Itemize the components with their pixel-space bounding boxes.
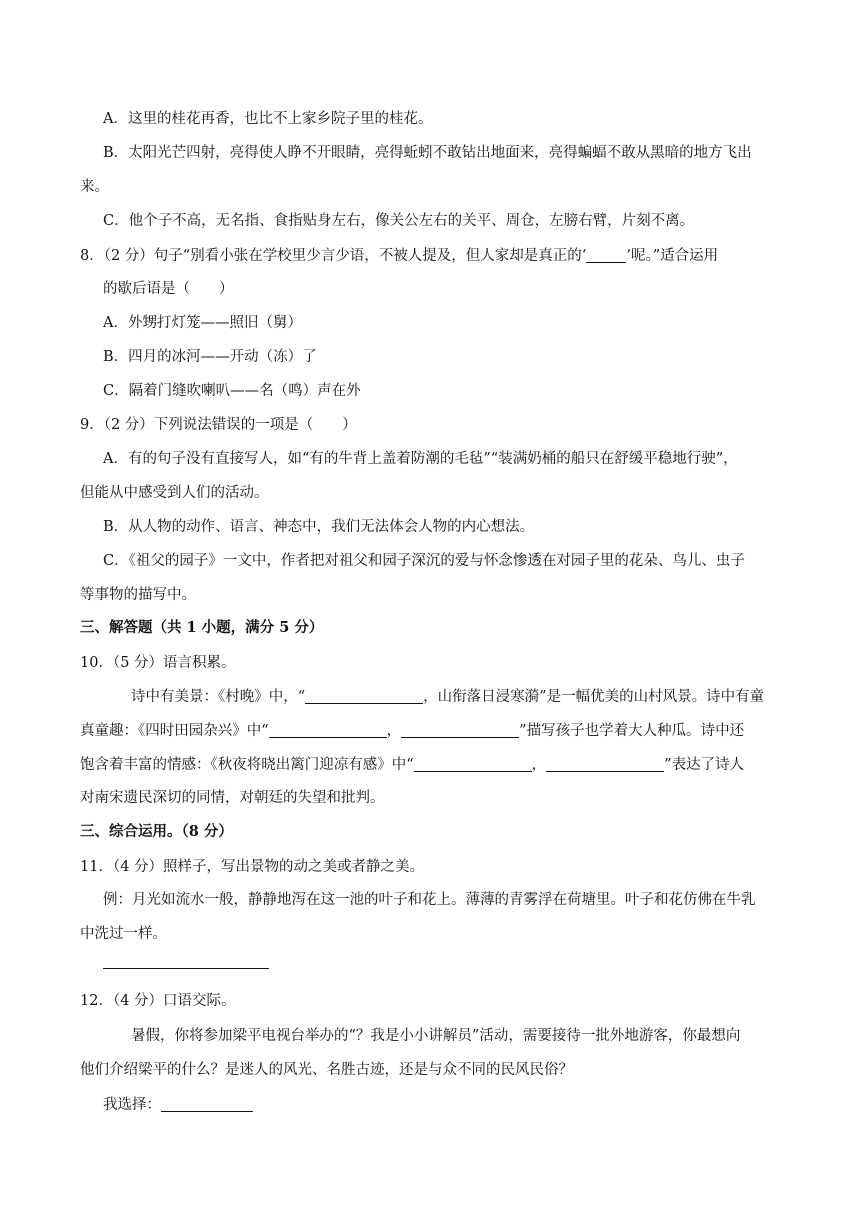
q10-blank-5[interactable]: [546, 757, 664, 772]
q12-choice: [103, 1097, 253, 1113]
q10-text-2b: ，: [386, 723, 402, 739]
q11-answer-line[interactable]: [103, 968, 269, 969]
q10-line-2: [80, 723, 744, 739]
q9-stem: 9．（2 分）下列说法错误的一项是（ ）: [80, 417, 357, 433]
q9-option-c: C．《祖父的园子》一文中，作者把对祖父和园子深沉的爱与怀念惨透在对园子里的花朵、鸟儿、虫子: [103, 553, 745, 569]
q12-choice-blank[interactable]: [161, 1097, 253, 1112]
q7-option-c: C．他个子不高，无名指、食指贴身左右，像关公左右的关平、周仓，左膀右臂，片刻不离。: [103, 213, 695, 229]
q12-paragraph: 暑假，你将参加梁平电视台举办的“？我是小小讲解员”活动，需要接待一批外地游客，你最想向: [131, 1028, 741, 1044]
q9-option-a: A．有的句子没有直接写人，如“有的牛背上盖着防潮的毛毡”“装满奶桶的船只在舒缓平稳地行驶”，: [103, 451, 738, 467]
q11-example-cont: 中洗过一样。: [80, 926, 167, 942]
section-heading-answer: 三、解答题（共 1 小题，满分 5 分）: [80, 619, 324, 636]
q10-line-1: [131, 689, 764, 705]
q10-blank-1[interactable]: [305, 689, 423, 704]
q12-paragraph-cont: 他们介绍梁平的什么？是迷人的风光、名胜古迹，还是与众不同的民风民俗？: [80, 1062, 573, 1078]
q8-blank[interactable]: [586, 248, 626, 263]
q10-line-4: 对南宋遗民深切的同情，对朝廷的失望和批判。: [80, 790, 385, 806]
q10-blank-3[interactable]: [401, 723, 519, 738]
q11-example: 例：月光如流水一般，静静地泻在这一池的叶子和花上。薄薄的青雾浮在荷塘里。叶子和花仿佛在牛乳: [103, 892, 756, 908]
q7-option-b: B．太阳光芒四射，亮得使人睁不开眼睛，亮得蚯蚓不敢钻出地面来，亮得蝙蝠不敢从黑暗的地方飞出: [103, 145, 752, 161]
q12-stem: 12．（4 分）口语交际。: [80, 993, 236, 1009]
q10-text-2c: ”描写孩子也学着大人种瓜。诗中还: [519, 723, 745, 739]
q10-blank-2[interactable]: [269, 723, 387, 738]
q10-text-3a: 饱含着丰富的情感：《秋夜将晓出篱门迎凉有感》中“: [80, 757, 414, 773]
q12-choice-label: 我选择：: [103, 1097, 161, 1113]
q8-option-a: A．外甥打灯笼——照旧（舅）: [103, 315, 302, 331]
q7-option-a: A．这里的桂花再香，也比不上家乡院子里的桂花。: [103, 111, 433, 127]
q8-stem-cont: 的歇后语是（ ）: [103, 281, 234, 297]
q9-option-a-cont: 但能从中感受到人们的活动。: [80, 485, 269, 501]
q9-option-c-cont: 等事物的描写中。: [80, 587, 196, 603]
section-heading-application: 三、综合运用。（8 分）: [80, 823, 233, 840]
q10-text-3b: ，: [531, 757, 547, 773]
q8-stem-a: 8．（2 分）句子“别看小张在学校里少言少语，不被人提及，但人家却是真正的‘: [80, 248, 587, 264]
q10-text-1b: ，山衔落日浸寒漪”是一幅优美的山村风景。诗中有童: [423, 689, 765, 705]
q9-option-b: B．从人物的动作、语言、神态中，我们无法体会人物的内心想法。: [103, 519, 535, 535]
q10-text-1a: 诗中有美景：《村晚》中，“: [131, 689, 306, 705]
q11-stem: 11．（4 分）照样子，写出景物的动之美或者静之美。: [80, 859, 425, 875]
q10-blank-4[interactable]: [414, 757, 532, 772]
q10-stem: 10．（5 分）语言积累。: [80, 655, 236, 671]
q8-option-b: B．四月的冰河——开动（冻）了: [103, 349, 317, 365]
q7-option-b-cont: 来。: [80, 179, 109, 195]
q10-line-3: [80, 757, 744, 773]
q8-option-c: C．隔着门缝吹喇叭——名（鸣）声在外: [103, 383, 361, 399]
q10-text-2a: 真童趣：《四时田园杂兴》中“: [80, 723, 269, 739]
q8-stem-b: ’呢。”适合运用: [626, 248, 719, 264]
q10-text-3c: ”表达了诗人: [664, 757, 745, 773]
q8-stem: [80, 248, 718, 264]
